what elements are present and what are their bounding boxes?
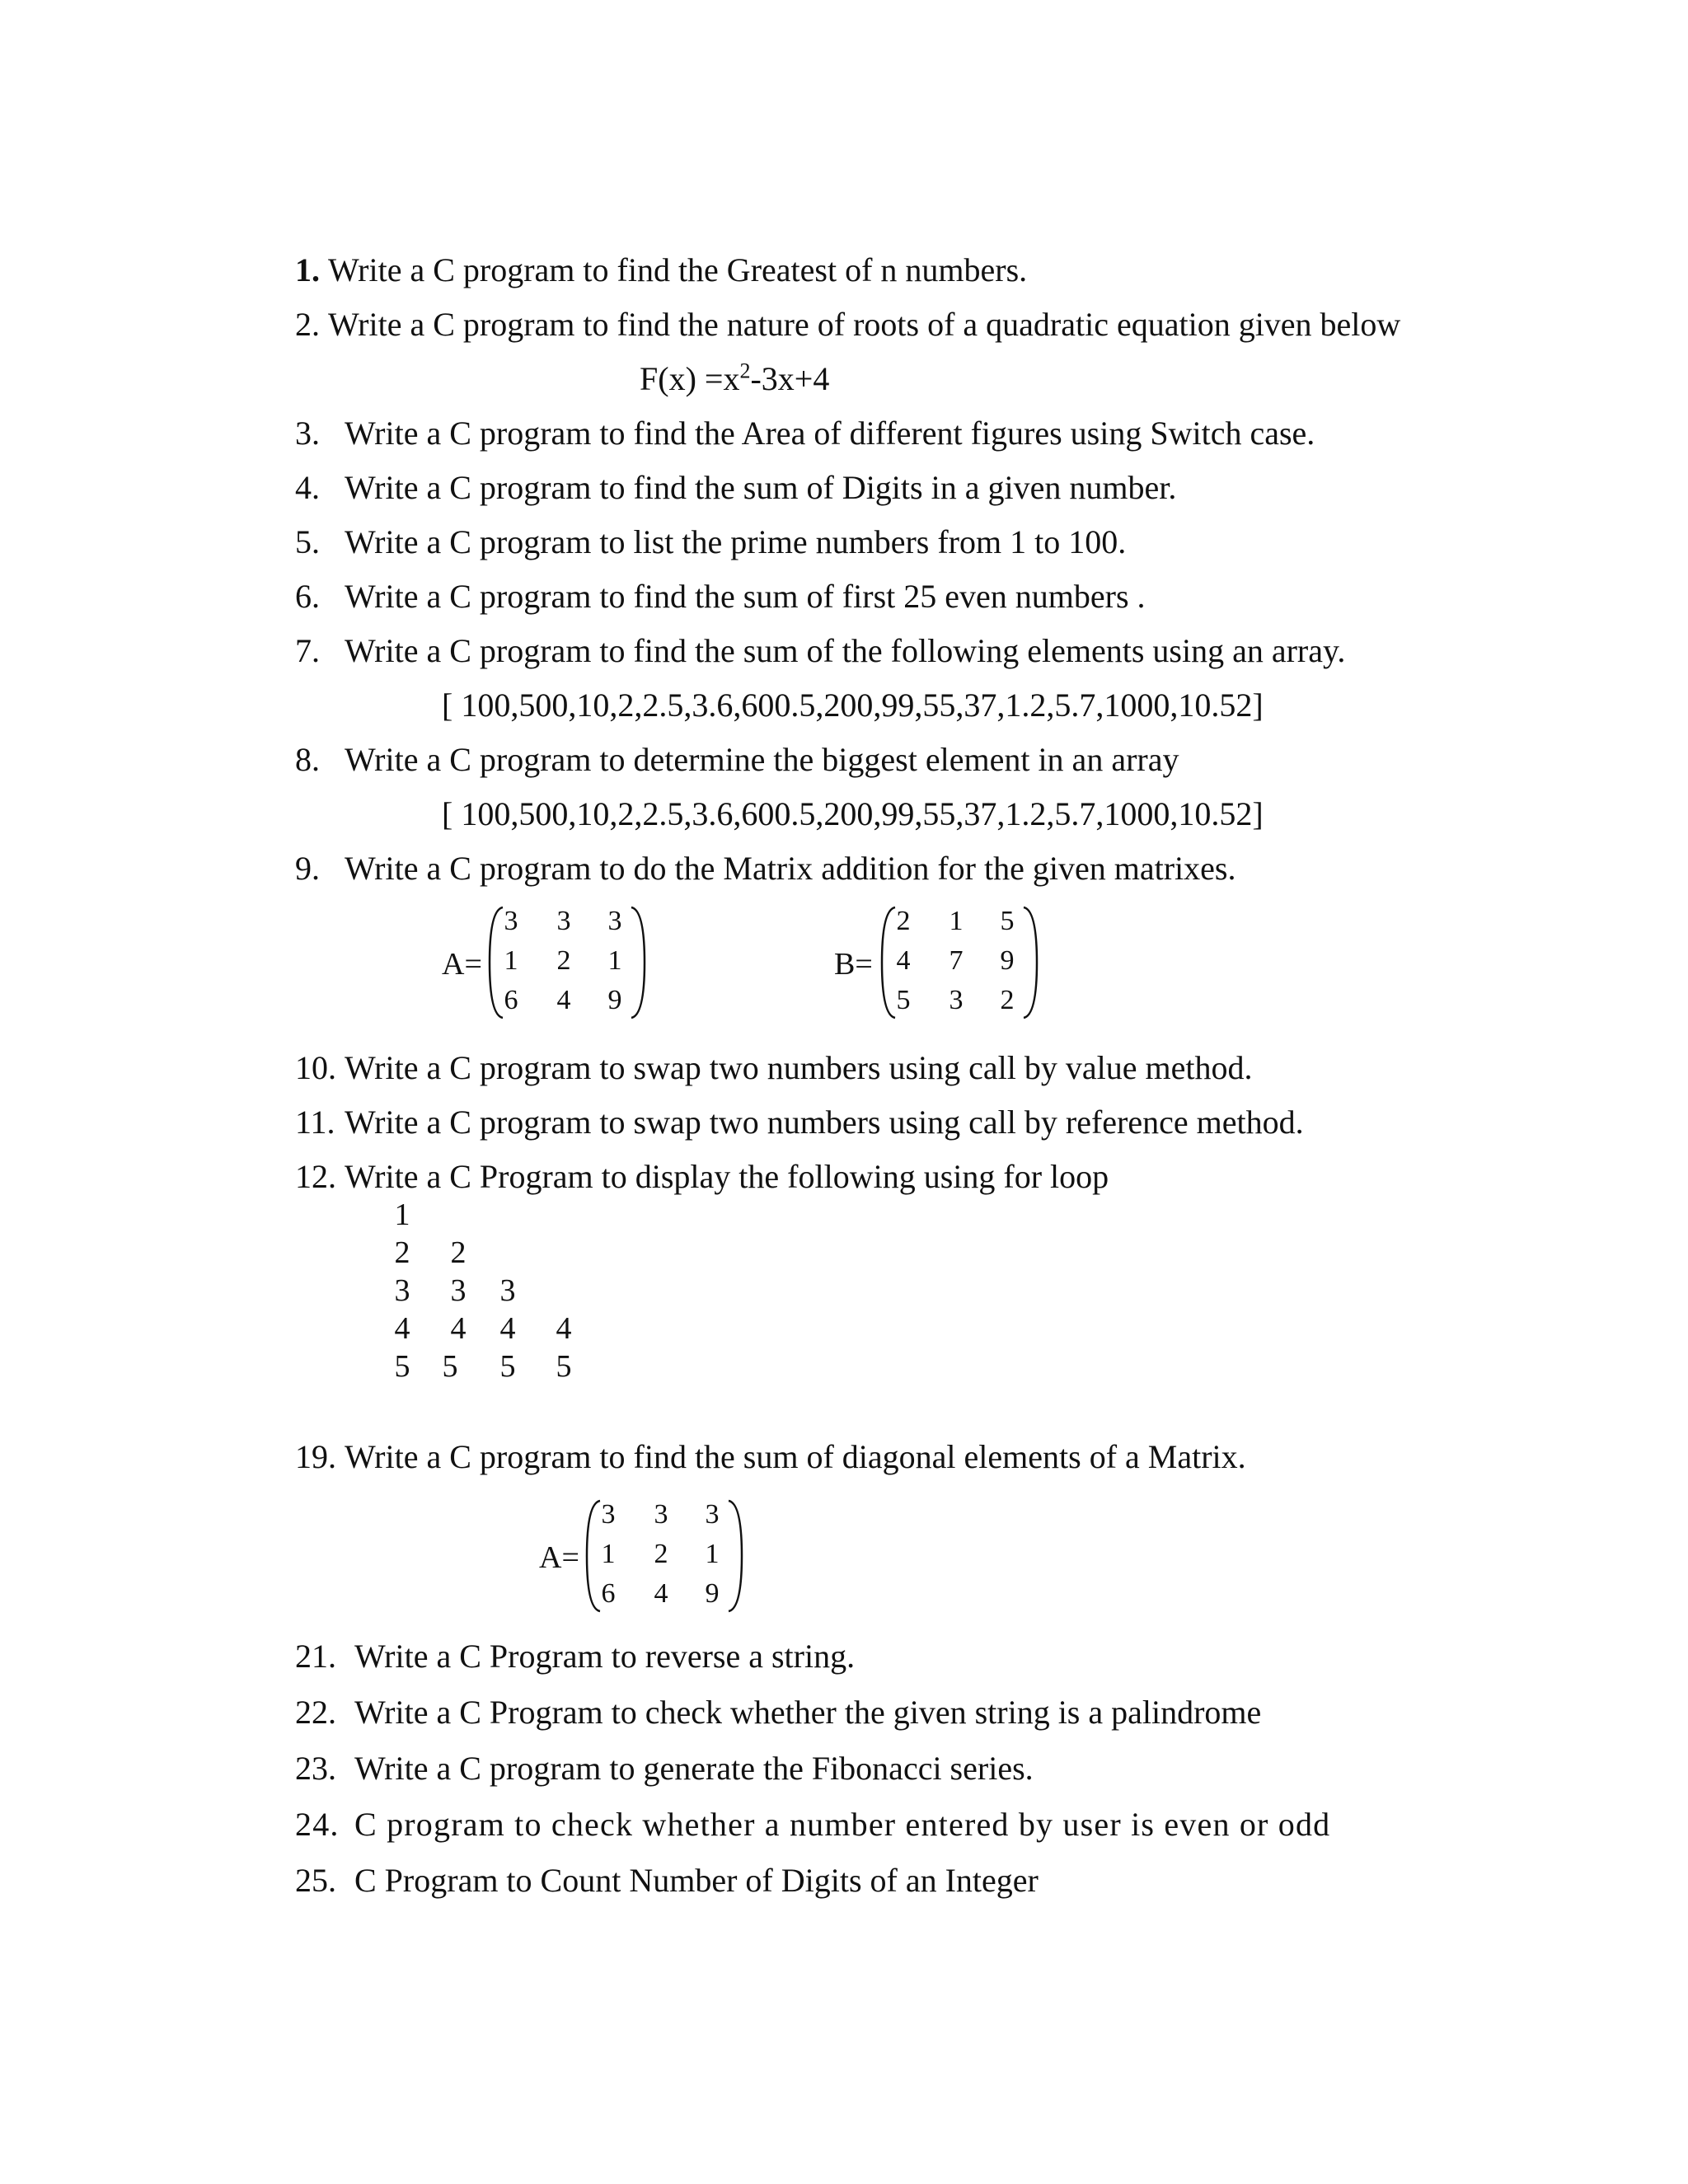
question-number: 8.: [295, 741, 320, 778]
matrix-label: A=: [539, 1540, 579, 1575]
question-number: 24.: [295, 1806, 340, 1843]
question-text: Write a C program to do the Matrix addition for the given matrixes.: [345, 850, 1236, 887]
question-text: Write a C program to swap two numbers using call by value method.: [345, 1049, 1253, 1086]
array-values: [ 100,500,10,2,2.5,3.6,600.5,200,99,55,37,1.2,5.7,1000,10.52]: [442, 795, 1264, 832]
question-number: 12.: [295, 1158, 336, 1195]
question-text: Write a C program to determine the biggest element in an array: [345, 741, 1179, 778]
matrix-cell: 1: [504, 945, 518, 976]
question-text: Write a C program to swap two numbers using call by reference method.: [345, 1104, 1304, 1141]
matrix-cell: 6: [601, 1578, 616, 1609]
matrix-cell: 3: [607, 906, 622, 936]
question-number: 2.: [295, 306, 320, 343]
pattern-number: 4: [556, 1311, 572, 1346]
matrix-cell: 4: [654, 1578, 668, 1609]
matrix-cell: 1: [607, 945, 622, 976]
matrix-cell: 1: [949, 906, 964, 936]
question-number: 23.: [295, 1750, 336, 1787]
matrix-cell: 3: [504, 906, 518, 936]
question-text: Write a C program to find the sum of first 25 even numbers .: [345, 578, 1146, 615]
matrix-cell: 2: [1000, 985, 1015, 1015]
question-text: Write a C Program to check whether the given string is a palindrome: [354, 1694, 1262, 1731]
pattern-number: 4: [394, 1311, 410, 1346]
matrix-cell: 3: [601, 1499, 616, 1530]
pattern-number: 5: [499, 1349, 516, 1384]
matrix-label: A=: [442, 947, 482, 982]
matrix-cell: 6: [504, 985, 518, 1015]
matrix-cell: 2: [556, 945, 571, 976]
matrix-cell: 1: [601, 1539, 616, 1569]
question-text: Write a C program to list the prime numbers from 1 to 100.: [345, 523, 1127, 560]
question-text: Write a C program to find the sum of the following elements using an array.: [345, 632, 1346, 669]
matrix-cell: 9: [607, 985, 622, 1015]
matrix-cell: 3: [654, 1499, 668, 1530]
matrix-cell: 9: [705, 1578, 720, 1609]
pattern-number: 5: [442, 1349, 458, 1384]
pattern-number: 2: [394, 1235, 410, 1270]
question-number: 5.: [295, 523, 320, 560]
question-number: 6.: [295, 578, 320, 615]
question-text: C program to check whether a number entered by user is even or odd: [354, 1806, 1331, 1843]
pattern-number: 3: [394, 1273, 410, 1308]
equation-rhs: -3x+4: [750, 360, 830, 397]
matrix-cell: 5: [896, 985, 911, 1015]
matrix-cell: 5: [1000, 906, 1015, 936]
question-text: Write a C program to find the Area of different figures using Switch case.: [345, 415, 1315, 452]
question-text: Write a C program to find the Greatest of n numbers.: [328, 251, 1028, 288]
question-number: 21.: [295, 1638, 336, 1675]
matrix-cell: 4: [556, 985, 571, 1015]
matrix-cell: 1: [705, 1539, 720, 1569]
question-number: 11.: [295, 1104, 335, 1141]
matrix-cell: 2: [896, 906, 911, 936]
question-text: Write a C program to find the sum of Digits in a given number.: [345, 469, 1177, 506]
question-number: 1.: [295, 251, 320, 288]
question-number: 22.: [295, 1694, 336, 1731]
question-text: Write a C program to generate the Fibonacci series.: [354, 1750, 1034, 1787]
pattern-number: 5: [394, 1349, 410, 1384]
matrix-cell: 3: [556, 906, 571, 936]
pattern-number: 4: [450, 1311, 467, 1346]
matrix-cell: 3: [705, 1499, 720, 1530]
matrix-label: B=: [834, 947, 873, 982]
pattern-number: 2: [450, 1235, 467, 1270]
question-text: Write a C Program to reverse a string.: [354, 1638, 856, 1675]
question-number: 9.: [295, 850, 320, 887]
array-values: [ 100,500,10,2,2.5,3.6,600.5,200,99,55,37,1.2,5.7,1000,10.52]: [442, 687, 1264, 724]
equation-exponent: 2: [739, 359, 751, 383]
question-text: Write a C Program to display the following using for loop: [345, 1158, 1109, 1195]
question-number: 25.: [295, 1862, 336, 1899]
pattern-number: 4: [499, 1311, 516, 1346]
matrix-cell: 3: [949, 985, 964, 1015]
pattern-number: 3: [499, 1273, 516, 1308]
question-number: 7.: [295, 632, 320, 669]
question-number: 10.: [295, 1049, 336, 1086]
question-number: 3.: [295, 415, 320, 452]
matrix-cell: 9: [1000, 945, 1015, 976]
matrix-cell: 7: [949, 945, 964, 976]
question-number: 19.: [295, 1438, 336, 1475]
quadratic-equation: [640, 359, 829, 399]
matrix-cell: 4: [896, 945, 911, 976]
pattern-number: 1: [394, 1197, 410, 1232]
pattern-number: 3: [450, 1273, 467, 1308]
matrix-cell: 2: [654, 1539, 668, 1569]
pattern-number: 5: [556, 1349, 572, 1384]
question-text: C Program to Count Number of Digits of an Integer: [354, 1862, 1039, 1899]
equation-lhs: F(x) =x: [640, 360, 740, 397]
question-number: 4.: [295, 469, 320, 506]
question-text: Write a C program to find the sum of diagonal elements of a Matrix.: [345, 1438, 1246, 1475]
question-text: Write a C program to find the nature of roots of a quadratic equation given below: [328, 306, 1401, 343]
